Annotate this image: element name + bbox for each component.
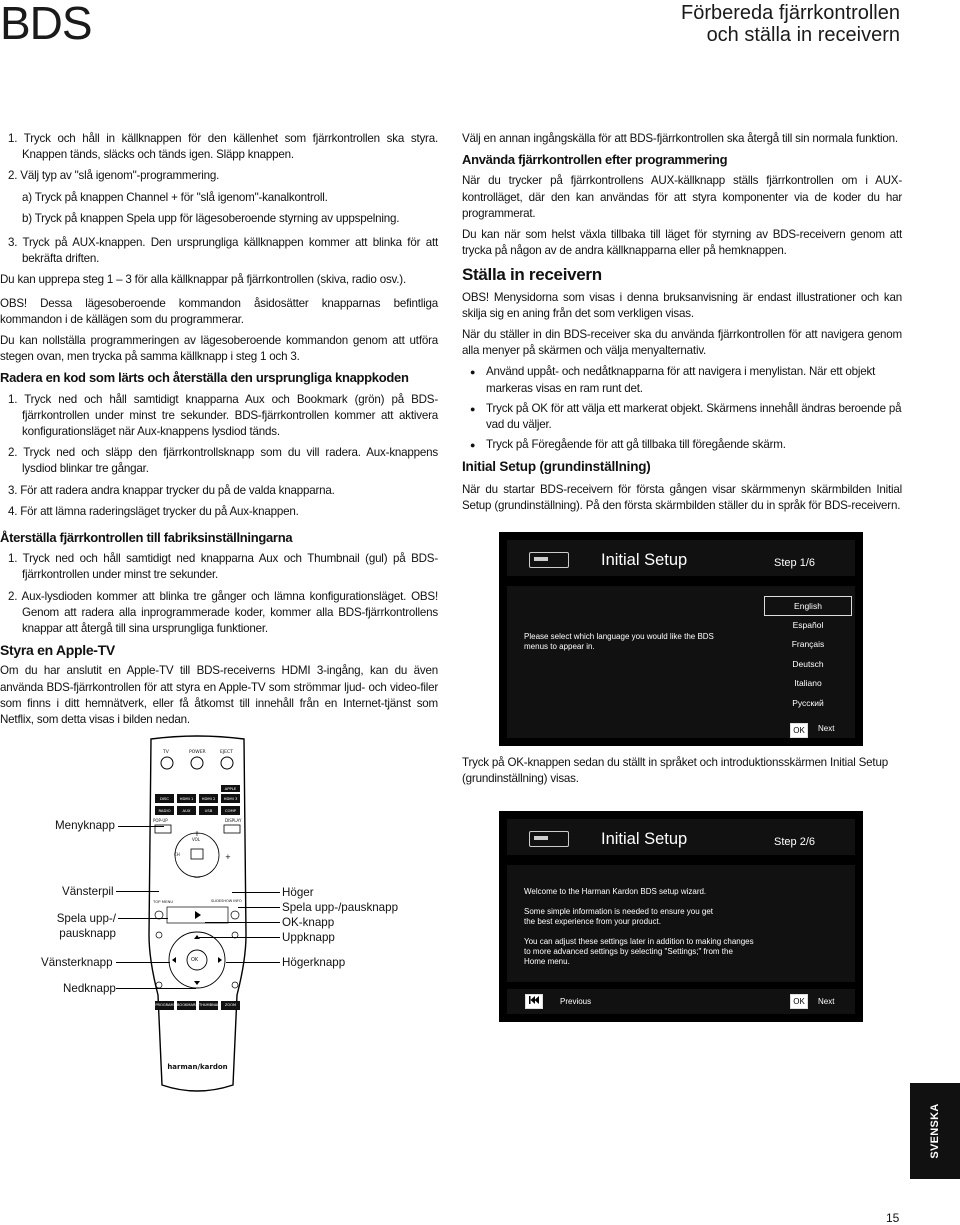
bullet-item: ● Tryck på OK för att välja ett markerat objekt. Skärmens innehåll ändras beroende på vad du väljer.: [462, 401, 902, 433]
callout-line: [199, 937, 280, 938]
factory-step-1: 1. Tryck ned och håll samtidigt ned knapparna Aux och Thumbnail (gul) på BDS-fjärrkontrollen under minst tre sekunder.: [8, 552, 438, 582]
reset-note: Du kan nollställa programmeringen av lägesoberoende kommandon genom att utföra stegen ovan, men trycka på samma källknapp i steg 1 och 3.: [0, 334, 438, 364]
adjust-text: You can adjust these settings later in addition to making changes to more advanced settings by selecting "Settings;" from the Home menu.: [524, 937, 754, 966]
screen-title: Initial Setup: [601, 551, 688, 569]
callout-line: [232, 892, 280, 893]
step-indicator: Step 1/6: [774, 557, 815, 569]
top-menu-label[interactable]: TOP MENU: [153, 899, 174, 904]
thumbnail-button[interactable]: THUMBNAIL: [199, 1003, 221, 1007]
ok-button[interactable]: OK: [790, 994, 808, 1009]
callout-right-button: Högerknapp: [282, 956, 346, 969]
source-aux-button[interactable]: AUX: [182, 808, 191, 813]
source-hdmi2-button[interactable]: HDMI 2: [201, 796, 216, 801]
language-side-tab-label: SVENSKA: [929, 1103, 941, 1159]
heading-initial-setup: Initial Setup (grundinställning): [462, 459, 651, 475]
language-option-deutsch[interactable]: Deutsch: [792, 658, 824, 669]
screen-title-bar: [507, 540, 855, 576]
callout-line: [226, 962, 280, 963]
svg-text:−: −: [193, 873, 201, 882]
step-3: 3. Tryck på AUX-knappen. Den ursprungliga källknappen kommer att blinka för att bekräfta driften.: [8, 236, 438, 266]
next-label[interactable]: Next: [818, 997, 835, 1006]
receiver-device-icon: [529, 552, 569, 568]
previous-label[interactable]: Previous: [560, 997, 592, 1006]
language-prompt: Please select which language you would like the BDS menus to appear in.: [524, 632, 714, 651]
program-button[interactable]: PROGRAM: [155, 1003, 174, 1007]
page-title-line2: och ställa in receivern: [706, 24, 900, 46]
ok-instruction-text: Tryck på OK-knappen sedan du ställt in språket och introduktionsskärmen Initial Setup (grundinställning) visas.: [462, 756, 888, 786]
previous-icon[interactable]: [525, 994, 543, 1009]
step-indicator: Step 2/6: [774, 836, 815, 848]
setup-screen-2: [499, 811, 863, 1022]
callout-menu-button: Menyknapp: [55, 819, 115, 832]
callout-line: [238, 907, 280, 908]
intro-text: Välj en annan ingångskälla för att BDS-fjärrkontrollen ska återgå till sin normala funktion.: [462, 132, 898, 145]
power-button[interactable]: POWER: [189, 750, 206, 755]
navigate-text: När du ställer in din BDS-receiver ska du använda fjärrkontrollen för att navigera genom alla menyer på skärmen och välja menyalternativ.: [462, 328, 902, 358]
step-1: 1. Tryck och håll in källknappen för den källenhet som fjärrkontrollen ska styra. Knappen tänds, släcks och tänds igen. Släpp knappen.: [8, 132, 438, 162]
nav-bar: [507, 989, 855, 1014]
apple-tag: APPLE: [224, 786, 237, 791]
source-radio-button[interactable]: RADIO: [158, 808, 171, 813]
receiver-device-icon: [529, 831, 569, 847]
obs-menu-note: OBS! Menysidorna som visas i denna bruksanvisning är endast illustrationer och kan skilja sig en aning från det som verkligen visas.: [462, 290, 902, 320]
screen-title: Initial Setup: [601, 830, 688, 848]
obs-note: OBS! Dessa lägesoberoende kommandon åsidosätter knapparnas befintliga kommandon i de källägen som du programmerar.: [0, 296, 438, 326]
callout-line: [116, 891, 159, 892]
source-usb-button[interactable]: USB: [204, 808, 213, 813]
callout-play-pause-left: Spela upp-/ pausknapp: [56, 912, 116, 940]
heading-apple-tv: Styra en Apple-TV: [0, 642, 115, 659]
page-title-line1: Förbereda fjärrkontrollen: [681, 2, 900, 24]
zoom-button[interactable]: ZOOM: [224, 1003, 237, 1007]
after-text-2: Du kan när som helst växla tillbaka till läget för styrning av BDS-receivern genom att trycka på någon av de andra källknapparna eller på hemknappen.: [462, 228, 902, 258]
source-disc-button[interactable]: DISC: [159, 796, 170, 801]
page-title: [681, 2, 900, 46]
source-comp-button[interactable]: COMP: [224, 808, 237, 813]
heading-setup-receiver: Ställa in receivern: [462, 265, 602, 285]
ok-button[interactable]: OK: [790, 723, 808, 738]
ok-next-row: [790, 720, 808, 738]
language-option-russian[interactable]: Русский: [792, 697, 824, 708]
language-option-italiano[interactable]: Italiano: [794, 678, 822, 688]
language-list: [764, 596, 852, 713]
step-2b: b) Tryck på knappen Spela upp för lägesoberoende styrning av uppspelning.: [22, 211, 400, 225]
source-hdmi1-button[interactable]: HDMI 1: [179, 796, 194, 801]
heading-after-programming: Använda fjärrkontrollen efter programmering: [462, 152, 728, 168]
language-option-english[interactable]: English: [764, 596, 852, 616]
source-row-2: [155, 808, 240, 813]
repeat-note: Du kan upprepa steg 1 – 3 för alla källknappar på fjärrkontrollen (skiva, radio osv.).: [0, 273, 406, 287]
erase-step-3: 3. För att radera andra knappar trycker du på de valda knapparna.: [8, 483, 335, 497]
screen-title-bar: [507, 819, 855, 855]
info-text: Some simple information is needed to ensure you get the best experience from your product.: [524, 907, 713, 926]
language-option-francais[interactable]: Français: [791, 639, 825, 649]
popup-label[interactable]: POP-UP: [153, 818, 168, 823]
after-screen1-text: [462, 755, 902, 792]
callout-line: [118, 826, 164, 827]
step-2: 2. Välj typ av "slå igenom"-programmering.: [8, 169, 220, 183]
erase-step-2: 2. Tryck ned och släpp den fjärrkontrollsknapp som du vill radera. Aux-knappens lysdiod blinkar tre gångar.: [8, 446, 438, 476]
tv-button[interactable]: TV: [163, 750, 169, 755]
callout-left-button: Vänsterknapp: [41, 956, 113, 969]
callout-right: Höger: [282, 886, 314, 899]
ch-label[interactable]: CH: [174, 852, 180, 857]
callout-line: [116, 988, 196, 989]
callout-up-button: Uppknapp: [282, 931, 335, 944]
ok-center-button[interactable]: OK: [191, 957, 199, 963]
page-number: 15: [886, 1211, 900, 1225]
callout-ok-button: OK-knapp: [282, 916, 335, 929]
language-option-espanol[interactable]: Español: [792, 619, 824, 630]
svg-text:+: +: [193, 829, 201, 838]
harman-kardon-logo: harman/kardon: [167, 1063, 228, 1071]
right-column: [462, 131, 902, 519]
bullet-item: ● Tryck på Föregående för att gå tillbaka till föregående skärm.: [462, 437, 902, 453]
bottom-button-row: [155, 1003, 240, 1007]
vol-label[interactable]: VOL: [192, 837, 201, 842]
callout-play-pause-right: Spela upp-/pausknapp: [282, 901, 399, 914]
callout-left-arrow: Vänsterpil: [62, 885, 114, 898]
bullet-item: ● Använd uppåt- och nedåtknapparna för att navigera i menylistan. När ett objekt markeras visas en ram runt det.: [462, 364, 902, 396]
source-row-1: [155, 796, 240, 801]
initial-setup-text: När du startar BDS-receivern för första gången visar skärmmenyn skärmbilden Initial Setup (grundinställning). På den första skärmbilden ställer du in språk för BDS-receivern.: [462, 482, 902, 512]
language-side-tab: [910, 1083, 960, 1179]
erase-step-1: 1. Tryck ned och håll samtidigt knapparna Aux och Bookmark (grön) på BDS-fjärrkontrollen under minst tre sekunder. BDS-fjärrkontrollen kommer att aktivera konfigurationsläget när Aux-knappens lysdiod tänds.: [8, 392, 438, 439]
step-2a: a) Tryck på knappen Channel + för "slå igenom"-kanalkontroll.: [22, 190, 328, 204]
erase-step-4: 4. För att lämna raderingsläget trycker du på Aux-knappen.: [8, 504, 299, 518]
heading-factory-reset: Återställa fjärrkontrollen till fabriksinställningarna: [0, 530, 293, 546]
setup-screen-1: [499, 532, 863, 746]
display-label[interactable]: DISPLAY: [225, 818, 242, 823]
source-hdmi3-button[interactable]: HDMI 3: [223, 796, 238, 801]
eject-button[interactable]: EJECT: [220, 750, 233, 755]
callout-down-button: Nedknapp: [63, 982, 116, 995]
slideshow-label[interactable]: SLIDESHOW INFO: [211, 899, 242, 903]
factory-step-2: 2. Aux-lysdioden kommer att blinka tre gånger och lämna konfigurationsläget. OBS! Genom att radera alla inprogrammerade koder, kommer alla BDS-fjärrkontrollens knappar att återgå till sina ursprungliga funktioner.: [8, 589, 438, 636]
brand-logo-text: BDS: [0, 0, 92, 49]
bookmark-button[interactable]: BOOKMARK: [177, 1003, 198, 1007]
screen-panel: [507, 865, 855, 982]
heading-erase-code: Radera en kod som lärts och återställa den ursprungliga knappkoden: [0, 370, 409, 386]
svg-text:+: +: [225, 853, 231, 861]
after-text-1: När du trycker på fjärrkontrollens AUX-källknapp ställs fjärrkontrollen om i AUX-kontrolläget, där den kan användas för att styra komponenter via de koder du har programmerat.: [462, 174, 902, 220]
welcome-text: Welcome to the Harman Kardon BDS setup wizard.: [524, 887, 707, 896]
bullet-list: [462, 364, 902, 453]
callout-line: [205, 922, 280, 923]
callout-line: [116, 962, 170, 963]
left-column: [0, 131, 438, 733]
apple-tv-text: Om du har anslutit en Apple-TV till BDS-receiverns HDMI 3-ingång, kan du även använda BDS-fjärrkontrollen för att styra en Apple-TV som strömmar ljud- och video-filer som finns i ditt hemnätverk, eller få åtkomst till innehåll från en Internet-tjänst som Netflix, som detta visas i bilden nedan.: [0, 664, 438, 727]
next-label[interactable]: Next: [818, 724, 835, 733]
callout-line: [118, 918, 168, 919]
remote-control: [145, 735, 250, 1095]
